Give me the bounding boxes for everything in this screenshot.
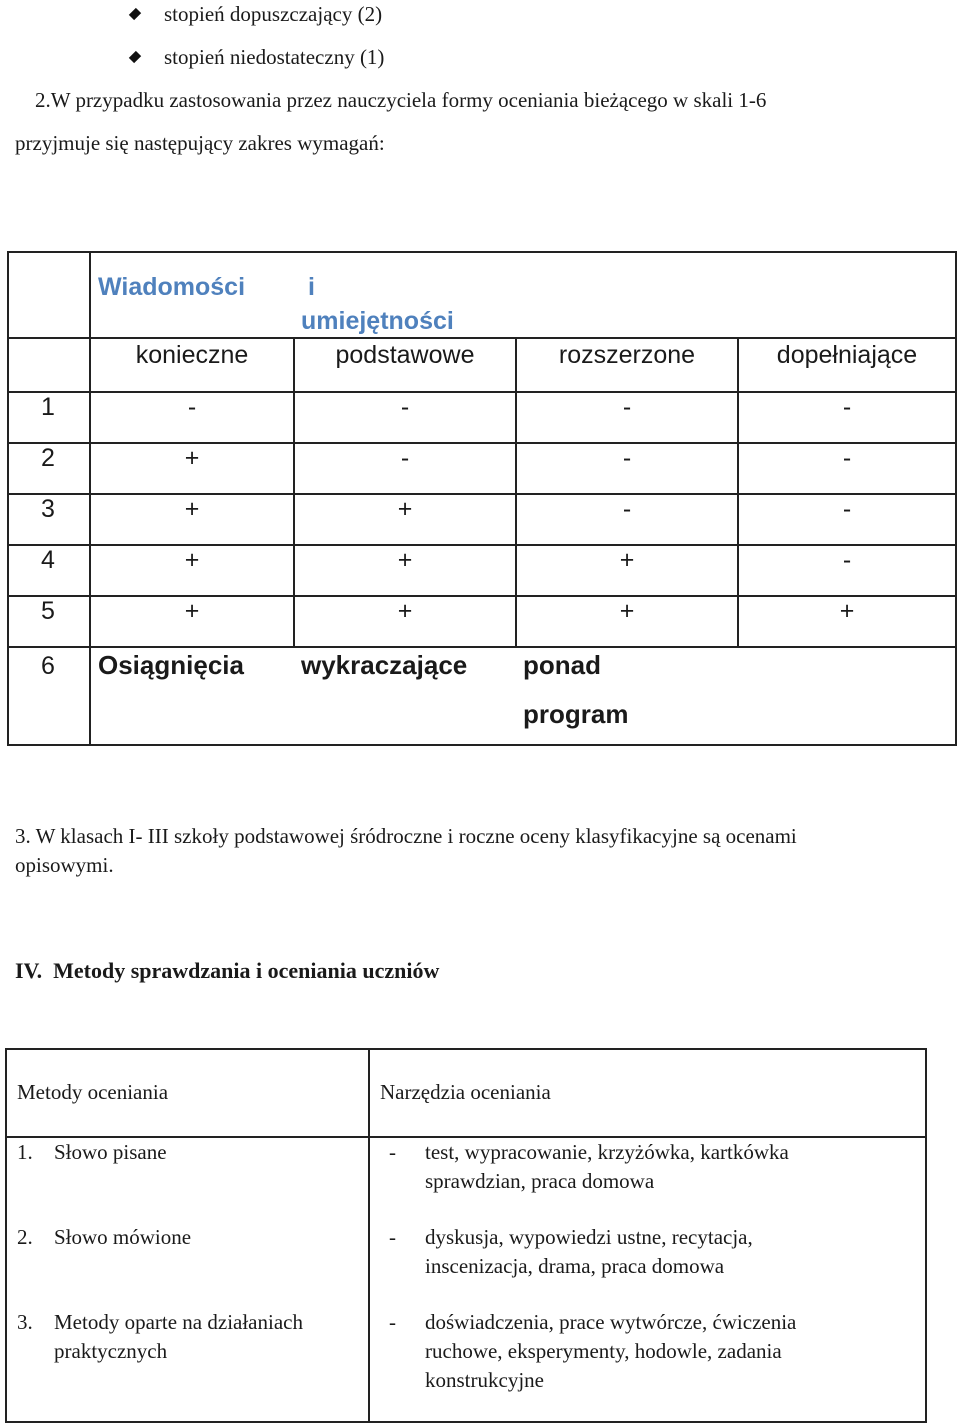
methods-header-row xyxy=(6,1049,926,1137)
diamond-bullet-icon xyxy=(129,8,141,20)
grade-number: 1 xyxy=(8,392,90,443)
grade-number: 4 xyxy=(8,545,90,596)
column-label-rozszerzone xyxy=(516,338,738,392)
header-empty-cell xyxy=(8,252,90,338)
grade-cell: + xyxy=(738,596,956,647)
bullet-item xyxy=(130,45,530,71)
tool-text: doświadczenia, prace wytwórcze, ćwiczenia xyxy=(425,1310,797,1334)
method-text: Słowo pisane xyxy=(54,1140,167,1164)
grade-cell: + xyxy=(90,596,294,647)
table-header-row xyxy=(8,252,956,338)
grade-cell: + xyxy=(516,545,738,596)
paragraph-2-line-1: 2.W przypadku zastosowania przez nauczyciela formy oceniania bieżącego w skali 1-6 xyxy=(35,88,767,112)
method-text: Metody oparte na działaniach xyxy=(54,1310,303,1334)
tools-list-cell xyxy=(369,1137,926,1422)
grade-cell: - xyxy=(738,494,956,545)
paragraph-2-line-2: przyjmuje się następujący zakres wymagań: xyxy=(15,131,385,155)
paragraph-3-line-1: 3. W klasach I- III szkoły podstawowej śródroczne i roczne oceny klasyfikacyjne są ocenami xyxy=(15,824,797,848)
method-text: praktycznych xyxy=(54,1339,168,1363)
methods-header-right-text: Narzędzia oceniania xyxy=(380,1080,551,1104)
header-wiadomosci: Wiadomości xyxy=(98,273,246,301)
column-labels-row xyxy=(8,338,956,392)
bullet-text: stopień dopuszczający (2) xyxy=(164,2,383,26)
grade-row xyxy=(8,443,956,494)
column-label-konieczne xyxy=(90,338,294,392)
tool-dash: - xyxy=(389,1310,396,1334)
tool-text: sprawdzian, praca domowa xyxy=(425,1169,655,1193)
column-label-podstawowe xyxy=(294,338,516,392)
tool-dash: - xyxy=(389,1140,396,1164)
tool-text: test, wypracowanie, krzyżówka, kartkówka xyxy=(425,1140,789,1164)
column-label-text: rozszerzone xyxy=(558,341,696,369)
grade-6-word: Osiągnięcia xyxy=(98,650,244,680)
grade-row xyxy=(8,596,956,647)
grade-requirements-table xyxy=(7,251,957,746)
grade-cell: - xyxy=(516,392,738,443)
grade-number: 3 xyxy=(8,494,90,545)
grade-cell: - xyxy=(90,392,294,443)
tool-text: dyskusja, wypowiedzi ustne, recytacja, xyxy=(425,1225,753,1249)
tool-dash: - xyxy=(389,1225,396,1249)
grade-row xyxy=(8,545,956,596)
grade-cell: + xyxy=(90,443,294,494)
grade-cell: + xyxy=(294,545,516,596)
methods-body-row xyxy=(6,1137,926,1422)
methods-header-right xyxy=(369,1049,926,1137)
grade-cell: + xyxy=(90,545,294,596)
grade-cell: - xyxy=(294,443,516,494)
column-label-empty xyxy=(8,338,90,392)
column-label-text: podstawowe xyxy=(335,341,475,369)
grade-6-word: ponad xyxy=(523,650,601,680)
methods-table xyxy=(5,1048,927,1423)
method-number: 3. xyxy=(17,1310,33,1334)
header-umiejetnosci: umiejętności xyxy=(301,307,454,335)
grade-cell: - xyxy=(516,443,738,494)
method-text: Słowo mówione xyxy=(54,1225,192,1249)
grade-number: 6 xyxy=(8,647,90,745)
methods-header-left-text: Metody oceniania xyxy=(17,1080,169,1104)
grade-cell: + xyxy=(294,494,516,545)
column-label-text: konieczne xyxy=(135,341,249,369)
grade-row xyxy=(8,494,956,545)
grade-row xyxy=(8,392,956,443)
grade-cell: + xyxy=(516,596,738,647)
bullet-text: stopień niedostateczny (1) xyxy=(164,45,385,69)
header-cell xyxy=(90,252,956,338)
grade-cell: + xyxy=(90,494,294,545)
grade-cell: - xyxy=(738,545,956,596)
header-i: i xyxy=(308,273,315,301)
column-label-dopelniajace xyxy=(738,338,956,392)
methods-header-left xyxy=(6,1049,369,1137)
grade-cell: - xyxy=(738,443,956,494)
tool-text: ruchowe, eksperymenty, hodowle, zadania xyxy=(425,1339,782,1363)
method-number: 1. xyxy=(17,1140,33,1164)
tool-text: inscenizacja, drama, praca domowa xyxy=(425,1254,725,1278)
grade-row-6 xyxy=(8,647,956,745)
grade-6-description xyxy=(90,647,956,745)
grade-cell: + xyxy=(294,596,516,647)
paragraph-3-line-2: opisowymi. xyxy=(15,853,114,877)
grade-cell: - xyxy=(294,392,516,443)
grade-number: 5 xyxy=(8,596,90,647)
column-label-text: dopełniające xyxy=(776,341,918,369)
tool-text: konstrukcyjne xyxy=(425,1368,544,1392)
diamond-bullet-icon xyxy=(129,51,141,63)
method-number: 2. xyxy=(17,1225,33,1249)
grade-cell: - xyxy=(738,392,956,443)
grade-number: 2 xyxy=(8,443,90,494)
section-heading: IV. Metody sprawdzania i oceniania uczniów xyxy=(15,958,440,983)
methods-list-cell xyxy=(6,1137,369,1422)
grade-6-word: program xyxy=(523,699,629,729)
grade-cell: - xyxy=(516,494,738,545)
grade-6-word: wykraczające xyxy=(301,650,468,680)
bullet-item xyxy=(130,2,530,28)
